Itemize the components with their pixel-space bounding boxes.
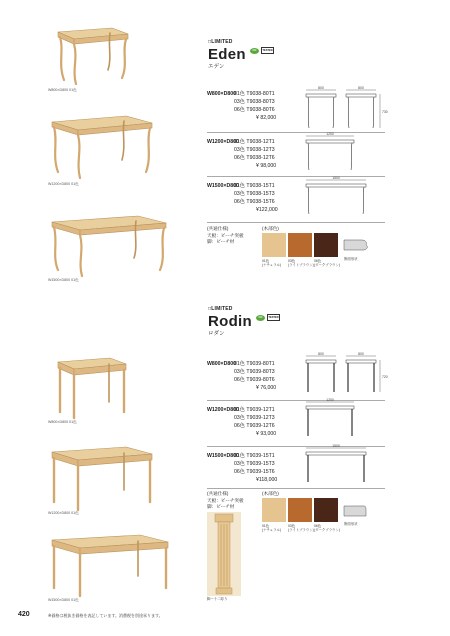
spec-line: 脚：ビーチ材 <box>207 504 235 509</box>
rodin-common-spec <box>207 491 244 511</box>
product-code: 06色 T9039-12T6 <box>234 423 275 429</box>
product-code: 06色 T9038-80T6 <box>234 107 275 113</box>
size-label: W800×D800 <box>207 91 236 97</box>
rodin-caption-800: W800×D800 01色 <box>48 420 77 424</box>
rodin-photo-800 <box>52 352 132 422</box>
tested-badge: TESTED <box>262 49 273 52</box>
eden-edge-profile-icon <box>342 236 370 254</box>
eden-swatch-06 <box>314 233 338 257</box>
size-label: W1500×D800 <box>207 453 239 459</box>
eden-swatch-caption-03: 03色 (ライトブラウン) <box>288 259 314 268</box>
eden-item-1200 <box>207 138 276 170</box>
product-code: 03色 T9038-12T3 <box>234 147 275 153</box>
eco-leaf-icon: CO <box>256 315 265 321</box>
price: ¥ 93,000 <box>256 431 277 437</box>
dim-height: 730 <box>382 110 388 114</box>
rodin-limited-badge: □LIMITED <box>208 306 233 312</box>
tax-footnote: ※価格は税抜き価格を表記しています。消費税を別途承ります。 <box>48 613 163 618</box>
product-code: 03色 T9039-12T3 <box>234 415 275 421</box>
rodin-swatch-caption-03: 03色 (ライトブラウン) <box>288 524 314 533</box>
eden-swatch-01 <box>262 233 286 257</box>
rodin-swatch-06 <box>314 498 338 522</box>
product-code: 03色 T9039-15T3 <box>234 461 275 467</box>
size-label: W1200×D800 <box>207 407 239 413</box>
eden-dim-drawing-1200 <box>302 132 372 176</box>
rodin-item-1500 <box>207 452 277 484</box>
rodin-swatch-03 <box>288 498 312 522</box>
size-label: W1500×D800 <box>207 183 239 189</box>
rodin-profile-caption: 断面形状 <box>344 522 358 526</box>
product-code: 01色 T9039-12T1 <box>234 407 275 413</box>
product-code: 06色 T9039-80T6 <box>234 377 275 383</box>
rodin-carved-leg-photo <box>207 512 241 596</box>
eden-swatch-caption-06: 06色 (ダークブラウン) <box>314 259 340 268</box>
rodin-swatch-01 <box>262 498 286 522</box>
eden-dim-drawing-800 <box>302 86 388 134</box>
rodin-dim-drawing-800 <box>302 352 388 398</box>
dim-width: 800 <box>318 352 324 356</box>
spec-line: 脚：ビーチ材 <box>207 239 235 244</box>
dim-width: 1200 <box>326 132 334 136</box>
product-code: 01色 T9038-80T1 <box>234 91 275 97</box>
eden-photo-800 <box>52 20 132 88</box>
product-code: 01色 T9038-15T1 <box>234 183 275 189</box>
product-code: 06色 T9038-15T6 <box>234 199 275 205</box>
dim-depth: 800 <box>358 352 364 356</box>
dim-depth: 800 <box>358 86 364 90</box>
divider <box>207 488 385 489</box>
spec-line: 天板：ビーチ突板 <box>207 497 244 503</box>
eden-swatch-03 <box>288 233 312 257</box>
rodin-dim-drawing-1200 <box>302 398 372 442</box>
price: ¥ 82,000 <box>256 115 277 121</box>
divider <box>207 222 385 223</box>
eden-series-kana: エデン <box>208 64 225 70</box>
rodin-item-1200 <box>207 406 276 438</box>
rodin-caption-1500: W1500×D800 01色 <box>48 598 79 602</box>
rodin-wood-title: (木部色) <box>262 491 279 496</box>
eden-caption-1200: W1200×D800 01色 <box>48 182 79 186</box>
eden-limited-badge: □LIMITED <box>208 39 233 45</box>
eco-leaf-icon: CO <box>250 48 259 54</box>
rodin-swatch-caption-06: 06色 (ダークブラウン) <box>314 524 340 533</box>
dim-width: 1500 <box>332 176 340 180</box>
eden-item-1500 <box>207 182 278 214</box>
dim-height: 720 <box>382 375 388 379</box>
rodin-leg-caption: 脚ー十二彫り <box>207 597 228 601</box>
product-code: 03色 T9039-80T3 <box>234 369 275 375</box>
size-label: W1200×D800 <box>207 139 239 145</box>
price: ¥ 76,000 <box>256 385 277 391</box>
product-code: 01色 T9038-12T1 <box>234 139 275 145</box>
eden-swatch-caption-01: 01色 (ナチュラル) <box>262 259 282 268</box>
tested-badge: TESTED <box>268 316 279 319</box>
product-code: 03色 T9038-80T3 <box>234 99 275 105</box>
product-code: 03色 T9038-15T3 <box>234 191 275 197</box>
rodin-photo-1200 <box>48 442 158 514</box>
spec-line: 天板：ビーチ突板 <box>207 232 244 238</box>
rodin-edge-profile-icon <box>342 502 370 520</box>
eden-profile-caption: 断面形状 <box>344 257 358 261</box>
price: ¥122,000 <box>256 207 278 213</box>
spec-title: (共通仕様) <box>207 226 229 231</box>
spec-title: (共通仕様) <box>207 491 229 496</box>
eden-item-800 <box>207 90 276 122</box>
rodin-series-name: Rodin <box>208 313 252 330</box>
eden-wood-title: (木部色) <box>262 226 279 231</box>
product-code: 06色 T9039-15T6 <box>234 469 275 475</box>
rodin-item-800 <box>207 360 276 392</box>
dim-width: 1200 <box>326 398 334 402</box>
rodin-dim-drawing-1500 <box>302 444 388 488</box>
eden-dim-drawing-1500 <box>302 176 388 220</box>
rodin-series-kana: ロダン <box>208 331 225 337</box>
product-code: 01色 T9039-80T1 <box>234 361 275 367</box>
rodin-caption-1200: W1200×D800 01色 <box>48 511 79 515</box>
dim-width: 800 <box>318 86 324 90</box>
size-label: W800×D800 <box>207 361 236 367</box>
price: ¥ 98,000 <box>256 163 277 169</box>
rodin-photo-1500 <box>48 530 174 600</box>
rodin-cert-badges <box>256 314 280 321</box>
dim-width: 1500 <box>332 444 340 448</box>
eden-cert-badges <box>250 47 274 54</box>
product-code: 06色 T9038-12T6 <box>234 155 275 161</box>
price: ¥118,000 <box>256 477 278 483</box>
eden-series-name: Eden <box>208 46 246 63</box>
product-code: 01色 T9039-15T1 <box>234 453 275 459</box>
eden-caption-800: W800×D800 01色 <box>48 88 77 92</box>
rodin-swatch-caption-01: 01色 (ナチュラル) <box>262 524 282 533</box>
eden-common-spec <box>207 226 244 246</box>
eden-photo-1500 <box>48 210 172 280</box>
eden-photo-1200 <box>48 110 158 182</box>
page-number: 420 <box>18 611 30 618</box>
eden-caption-1500: W1500×D800 01色 <box>48 278 79 282</box>
